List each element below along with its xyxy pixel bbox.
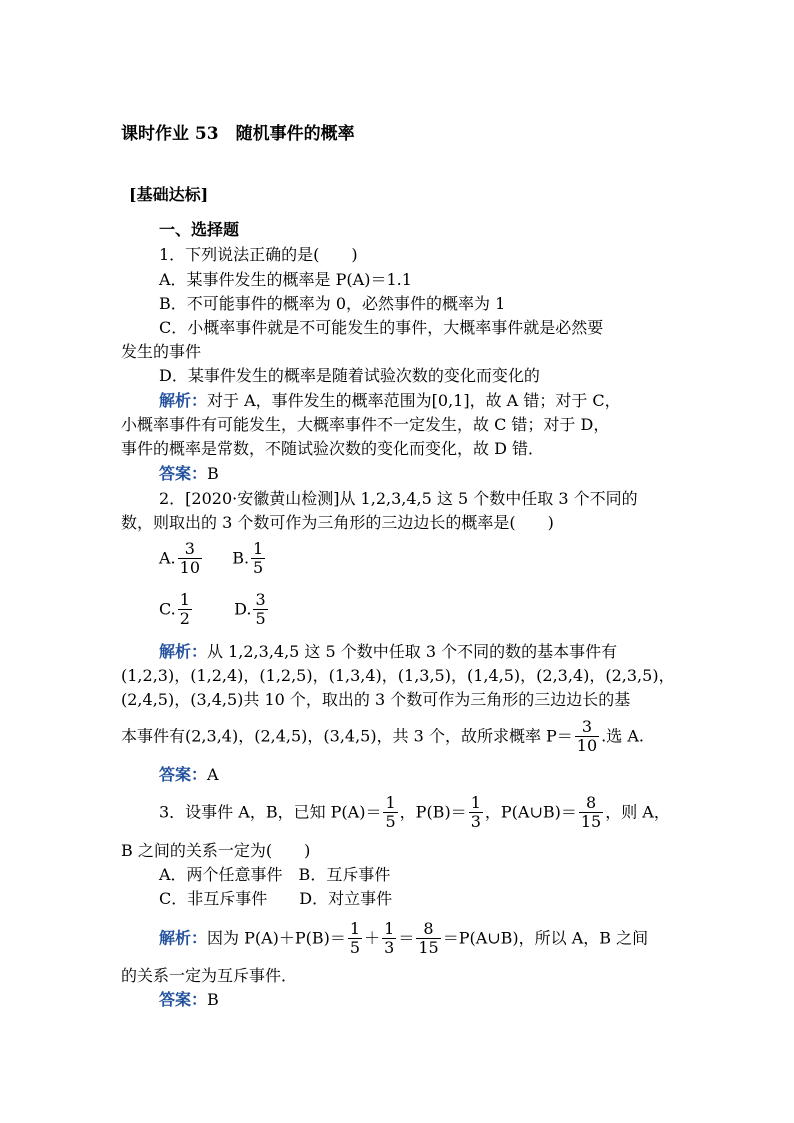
analysis-label: 解析： (159, 391, 208, 410)
analysis-text: 从 1,2,3,4,5 这 5 个数中任取 3 个不同的数的基本事件有 (207, 642, 618, 661)
answer-value: B (207, 464, 219, 483)
q2-analysis (159, 642, 617, 662)
q2-option-c-fraction: $\frac{1}{2}$ (179, 590, 190, 628)
analysis-text: 本事件有(2,3,4)，(2,4,5)，(3,4,5)，共 3 个，故所求概率 P＝ (121, 726, 573, 746)
answer-value: A (207, 765, 219, 784)
q1-option-b: B．不可能事件的概率为 0，必然事件的概率为 1 (159, 294, 506, 313)
q2-stem-cont: 数，则取出的 3 个数可作为三角形的三边边长的概率是( ) (121, 513, 554, 532)
q2-analysis-line3: (2,4,5)，(3,4,5)共 10 个，取出的 3 个数可作为三角形的三边边长的基 (121, 690, 631, 709)
q2-analysis-line4 (121, 718, 644, 755)
q1-option-c-cont: 发生的事件 (121, 342, 202, 361)
fraction-eight-fifteenths: $\frac{8}{15}$ (418, 919, 439, 957)
answer-label: 答案： (159, 990, 208, 1009)
analysis-label: 解析： (159, 928, 208, 948)
p-a-fraction: $\frac{1}{5}$ (385, 793, 396, 831)
p-a-union-b-fraction: $\frac{8}{15}$ (580, 793, 602, 831)
q3-stem: 3．设事件 A，B，已知 P(A)＝ $\frac{1}{5}$ ，P(B)＝ $\frac{1}{3}$ ，P(A∪B)＝ $\frac{8}{15}$ ，则 A， (159, 793, 670, 831)
q2-answer (159, 765, 219, 785)
q3-answer (159, 990, 219, 1010)
q1-analysis-line2: 小概率事件有可能发生，大概率事件不一定发生，故 C 错；对于 D， (121, 415, 610, 434)
q2-option-a-fraction: $\frac{3}{10}$ (179, 539, 200, 577)
q2-option-d-fraction: $\frac{3}{5}$ (255, 590, 266, 628)
q2-option-b-fraction: $\frac{1}{5}$ (253, 539, 264, 577)
q2-option-a-label: A. (159, 548, 176, 568)
q1-stem: 1．下列说法正确的是( ) (159, 245, 358, 264)
q2-analysis-line2: (1,2,3)，(1,2,4)，(1,2,5)，(1,3,4)，(1,3,5)，(1,4,5)，(2,3,4)，(2,3,5)， (121, 666, 675, 685)
answer-label: 答案： (159, 464, 208, 483)
fraction-one-third: $\frac{1}{3}$ (384, 919, 395, 957)
q2-stem: 2．[2020·安徽黄山检测]从 1,2,3,4,5 这 5 个数中任取 3 个不同的 (159, 489, 638, 508)
analysis-text-end: .选 A. (601, 726, 644, 746)
q3-analysis: 解析：因为 P(A)＋P(B)＝ $\frac{1}{5}$ ＋ $\frac{1}{3}$ ＝ $\frac{8}{15}$ ＝P(A∪B)，所以 A，B 之间 (159, 919, 649, 957)
q3-options-row2: C．非互斥事件 D．对立事件 (159, 889, 393, 908)
q1-answer (159, 464, 219, 484)
q1-option-a: A．某事件发生的概率是 P(A)＝1.1 (159, 270, 412, 289)
answer-value: B (207, 990, 219, 1009)
q1-analysis-line3: 事件的概率是常数，不随试验次数的变化而变化，故 D 错． (121, 439, 545, 458)
q3-analysis-line2: 的关系一定为互斥事件． (121, 966, 298, 985)
section-heading: 一、选择题 (159, 220, 240, 239)
answer-label: 答案： (159, 765, 208, 784)
p-b-fraction: $\frac{1}{3}$ (470, 793, 481, 831)
analysis-label: 解析： (159, 642, 208, 661)
q2-option-d-label: D. (234, 599, 252, 619)
q2-option-c-label: C. (159, 599, 176, 619)
fraction-one-fifth: $\frac{1}{5}$ (349, 919, 361, 957)
q2-options-row2 (159, 591, 270, 628)
q2-option-b-label: B. (232, 548, 250, 568)
q1-option-d: D．某事件发生的概率是随着试验次数的变化而变化的 (159, 366, 540, 385)
q3-stem-cont: B 之间的关系一定为( ) (121, 841, 311, 860)
q2-options-row1 (159, 540, 267, 577)
analysis-text: 对于 A，事件发生的概率范围为[0,1]，故 A 错；对于 C， (207, 391, 621, 410)
section-label: [基础达标] (129, 185, 209, 204)
q3-options-row1: A．两个任意事件 B．互斥事件 (159, 865, 391, 884)
q1-analysis (159, 391, 621, 411)
page-title: 课时作业 53 随机事件的概率 (121, 124, 355, 144)
q1-option-c: C．小概率事件就是不可能发生的事件，大概率事件就是必然要 (159, 318, 604, 337)
probability-fraction: $\frac{3}{10}$ (576, 717, 598, 755)
